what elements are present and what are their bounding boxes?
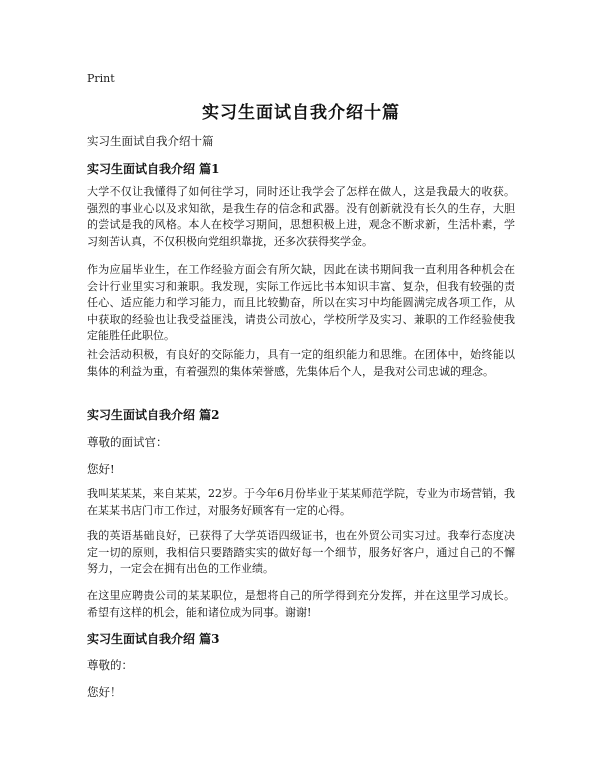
section-heading-2: 实习生面试自我介绍 篇2 [87, 408, 220, 422]
paragraph-1-2: 作为应届毕业生，在工作经验方面会有所欠缺，因此在读书期间我一直利用各种机会在会计行业里实习和兼职。我发现，实际工作远比书本知识丰富、复杂，但我有较强的责任心、适应能力和学习能力，而且比较勤奋，所以在实习中均能圆满完成各项工作，从中获取的经验也让我受益匪浅，请贵公司放心，学校所学及实习、兼职的工作经验使我定能胜任此职位。 [87, 263, 515, 342]
paragraph-2-3: 在这里应聘贵公司的某某职位，是想将自己的所学得到充分发挥，并在这里学习成长。希望有这样的机会，能和诸位成为同事。谢谢! [87, 589, 515, 619]
salutation-2: 尊敬的面试官： [87, 435, 168, 449]
greeting-2: 您好! [87, 462, 115, 476]
greeting-3: 您好！ [87, 685, 122, 699]
print-link[interactable]: Print [87, 72, 115, 85]
paragraph-1-1: 大学不仅让我懂得了如何往学习，同时还让我学会了怎样在做人，这是我最大的收获。强烈的事业心以及求知欲，是我生存的信念和武器。没有创新就没有长久的生存，大胆的尝试是我的风格。本人在校学习期间，思想积极上进，观念不断求新，生活朴素，学习刻苦认真，不仅积极向党组织靠拢，还多次获得奖学金。 [87, 185, 515, 248]
paragraph-2-1: 我叫某某某，来自某某，22岁。于今年6月份毕业于某某师范学院，专业为市场营销，我在某某书店门市工作过，对服务好顾客有一定的心得。 [87, 487, 515, 517]
document-subtitle: 实习生面试自我介绍十篇 [87, 134, 214, 148]
paragraph-1-3: 社会活动积极，有良好的交际能力，具有一定的组织能力和思维。在团体中，始终能以集体的利益为重，有着强烈的集体荣誉感，先集体后个人，是我对公司忠诚的理念。 [87, 348, 515, 378]
paragraph-2-2: 我的英语基础良好，已获得了大学英语四级证书，也在外贸公司实习过。我奉行态度决定一切的原则，我相信只要踏踏实实的做好每一个细节，服务好客户，通过自己的不懈努力，一定会在拥有出色的工作业绩。 [87, 529, 515, 575]
document-title: 实习生面试自我介绍十篇 [202, 103, 400, 123]
section-heading-1: 实习生面试自我介绍 篇1 [87, 162, 220, 176]
salutation-3: 尊敬的： [87, 658, 133, 672]
section-heading-3: 实习生面试自我介绍 篇3 [87, 632, 220, 646]
